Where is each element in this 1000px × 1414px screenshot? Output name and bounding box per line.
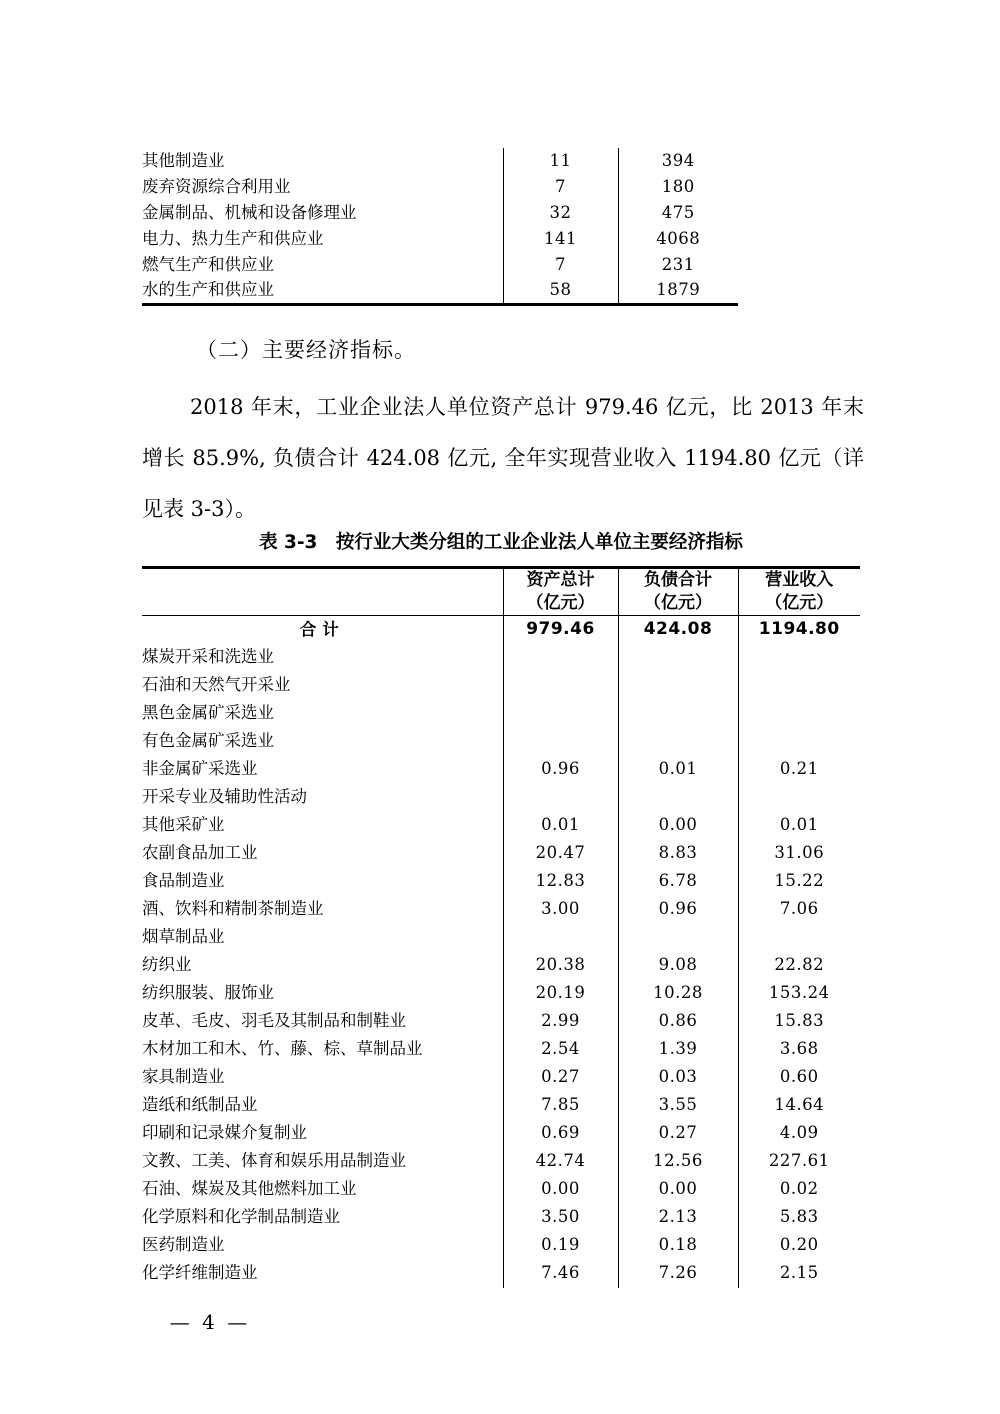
row-assets: 3.00 [503,896,618,924]
row-industry-name: 有色金属矿采选业 [142,731,274,751]
table-row [142,200,860,226]
main-economic-indicators-table [142,566,860,1288]
row-assets: 0.00 [503,1176,618,1204]
row-assets: 0.01 [503,812,618,840]
row-revenue: 3.68 [738,1036,860,1064]
row-assets [503,700,618,728]
row-revenue: 227.61 [738,1148,860,1176]
row-liabilities: 2.13 [618,1204,738,1232]
main-table-head [142,568,860,616]
table-row [142,868,860,896]
row-industry-name: 电力、热力生产和供应业 [142,228,324,248]
header-assets-line2: （亿元） [526,593,595,613]
row-liabilities [618,924,738,952]
row-revenue [738,728,860,756]
row-liabilities: 1.39 [618,1036,738,1064]
section-heading: （二）主要经济指标。 [196,338,416,362]
row-revenue: 15.22 [738,868,860,896]
row-unit-count: 58 [503,278,618,304]
row-assets: 12.83 [503,868,618,896]
table-row [142,1064,860,1092]
row-assets: 0.27 [503,1064,618,1092]
row-employee-count: 180 [618,174,738,200]
row-liabilities [618,700,738,728]
row-industry-name: 燃气生产和供应业 [142,254,274,274]
total-row-assets: 979.46 [503,616,618,644]
header-assets-line1: 资产总计 [526,570,595,590]
row-assets [503,644,618,672]
table-row [142,980,860,1008]
row-liabilities: 3.55 [618,1092,738,1120]
table-row [142,1120,860,1148]
continued-table-body [142,148,860,304]
table-caption: 表 3-3 按行业大类分组的工业企业法人单位主要经济指标 [259,532,743,553]
table-continuation-rules [142,1246,860,1268]
table-row [142,1176,860,1204]
table-row [142,952,860,980]
row-assets: 42.74 [503,1148,618,1176]
table-row [142,924,860,952]
total-row-label: 合计 [299,619,345,639]
table-row [142,1008,860,1036]
row-assets [503,784,618,812]
table-row [142,252,860,278]
row-revenue: 5.83 [738,1204,860,1232]
header-revenue-line2: （亿元） [765,593,834,613]
row-industry-name: 金属制品、机械和设备修理业 [142,202,357,222]
row-liabilities: 10.28 [618,980,738,1008]
total-row-liabilities: 424.08 [618,616,738,644]
row-revenue [738,924,860,952]
row-liabilities: 7.26 [618,1260,738,1288]
row-industry-name: 开采专业及辅助性活动 [142,787,307,807]
total-row-revenue: 1194.80 [738,616,860,644]
row-industry-name: 石油和天然气开采业 [142,675,291,695]
row-industry-name: 印刷和记录媒介复制业 [142,1123,307,1143]
row-liabilities: 0.01 [618,756,738,784]
table-row [142,700,860,728]
row-assets: 0.69 [503,1120,618,1148]
row-unit-count: 11 [503,148,618,174]
row-unit-count: 32 [503,200,618,226]
row-industry-name: 纺织业 [142,955,192,975]
table-row [142,278,860,304]
column-rule-3 [738,1246,739,1268]
row-employee-count: 1879 [618,278,738,304]
row-unit-count: 141 [503,226,618,252]
row-assets: 7.46 [503,1260,618,1288]
table-row [142,672,860,700]
row-unit-count: 7 [503,252,618,278]
row-liabilities: 0.96 [618,896,738,924]
row-industry-name: 烟草制品业 [142,927,225,947]
row-liabilities: 12.56 [618,1148,738,1176]
row-liabilities: 6.78 [618,868,738,896]
row-industry-name: 废弃资源综合利用业 [142,176,291,196]
row-liabilities [618,784,738,812]
row-industry-name: 食品制造业 [142,871,225,891]
table-row [142,1148,860,1176]
row-industry-name: 皮革、毛皮、羽毛及其制品和制鞋业 [142,1011,406,1031]
row-industry-name: 木材加工和木、竹、藤、棕、草制品业 [142,1039,423,1059]
row-liabilities: 0.18 [618,1232,738,1260]
row-liabilities: 0.03 [618,1064,738,1092]
table-row [142,148,860,174]
row-revenue [738,644,860,672]
table-row [142,756,860,784]
row-assets: 3.50 [503,1204,618,1232]
row-revenue [738,784,860,812]
row-employee-count: 475 [618,200,738,226]
row-assets: 2.99 [503,1008,618,1036]
row-assets: 2.54 [503,1036,618,1064]
row-assets [503,924,618,952]
main-table-body [142,616,860,1288]
row-liabilities [618,644,738,672]
row-revenue: 0.01 [738,812,860,840]
table-header-row [142,568,860,616]
row-assets [503,672,618,700]
header-cell-assets [503,568,618,616]
row-industry-name: 造纸和纸制品业 [142,1095,258,1115]
row-industry-name: 非金属矿采选业 [142,759,258,779]
row-industry-name: 石油、煤炭及其他燃料加工业 [142,1179,357,1199]
row-industry-name: 其他制造业 [142,150,225,170]
row-liabilities: 0.00 [618,812,738,840]
row-industry-name: 黑色金属矿采选业 [142,703,274,723]
row-industry-name: 煤炭开采和洗选业 [142,647,274,667]
row-liabilities: 0.86 [618,1008,738,1036]
table-row [142,840,860,868]
table-row [142,1092,860,1120]
row-industry-name: 水的生产和供应业 [142,278,503,304]
row-liabilities [618,728,738,756]
header-revenue-line1: 营业收入 [765,570,834,590]
row-industry-name: 纺织服装、服饰业 [142,983,274,1003]
row-industry-name: 酒、饮料和精制茶制造业 [142,899,324,919]
row-revenue: 22.82 [738,952,860,980]
table-row [142,1204,860,1232]
row-industry-name: 家具制造业 [142,1067,225,1087]
row-industry-name: 农副食品加工业 [142,843,258,863]
row-revenue: 0.60 [738,1064,860,1092]
table-row [142,226,860,252]
row-revenue: 153.24 [738,980,860,1008]
row-unit-count: 7 [503,174,618,200]
body-paragraph: 2018 年末，工业企业法人单位资产总计 979.46 亿元，比 2013 年末增长 85.9%, 负债合计 424.08 亿元, 全年实现营业收入 1194.80 亿元（详见表 3-3）。 [142,395,864,521]
continued-industry-table [142,148,860,306]
row-assets: 7.85 [503,1092,618,1120]
row-industry-name: 医药制造业 [142,1235,225,1255]
row-revenue: 4.09 [738,1120,860,1148]
row-assets: 20.19 [503,980,618,1008]
row-revenue: 15.83 [738,1008,860,1036]
row-revenue: 2.15 [738,1260,860,1288]
table-row [142,896,860,924]
column-rule-2 [618,1246,619,1268]
row-liabilities: 8.83 [618,840,738,868]
row-liabilities: 9.08 [618,952,738,980]
row-assets: 20.38 [503,952,618,980]
row-employee-count: 231 [618,252,738,278]
row-industry-name: 文教、工美、体育和娱乐用品制造业 [142,1151,406,1171]
row-liabilities [618,672,738,700]
header-cell-blank [142,568,503,616]
row-assets [503,728,618,756]
table-row-total [142,616,860,644]
row-revenue: 0.20 [738,1232,860,1260]
table-row [142,784,860,812]
row-industry-name: 化学纤维制造业 [142,1263,258,1283]
table-row [142,644,860,672]
row-revenue [738,700,860,728]
row-industry-name: 其他采矿业 [142,815,225,835]
row-liabilities: 0.27 [618,1120,738,1148]
row-revenue: 14.64 [738,1092,860,1120]
row-revenue: 31.06 [738,840,860,868]
header-liabilities-line1: 负债合计 [644,570,712,590]
column-rule-1 [503,1246,504,1268]
row-revenue [738,672,860,700]
row-revenue: 7.06 [738,896,860,924]
table-row [142,812,860,840]
row-employee-count: 394 [618,148,738,174]
row-assets: 0.96 [503,756,618,784]
row-revenue: 0.02 [738,1176,860,1204]
row-assets: 0.19 [503,1232,618,1260]
row-employee-count: 4068 [618,226,738,252]
page-number: — 4 — [169,1310,251,1334]
table-row [142,1036,860,1064]
table-row [142,728,860,756]
header-cell-liabilities [618,568,738,616]
row-assets: 20.47 [503,840,618,868]
header-liabilities-line2: （亿元） [644,593,712,613]
row-liabilities: 0.00 [618,1176,738,1204]
header-cell-revenue [738,568,860,616]
table-row [142,174,860,200]
row-industry-name: 化学原料和化学制品制造业 [142,1207,340,1227]
row-revenue: 0.21 [738,756,860,784]
